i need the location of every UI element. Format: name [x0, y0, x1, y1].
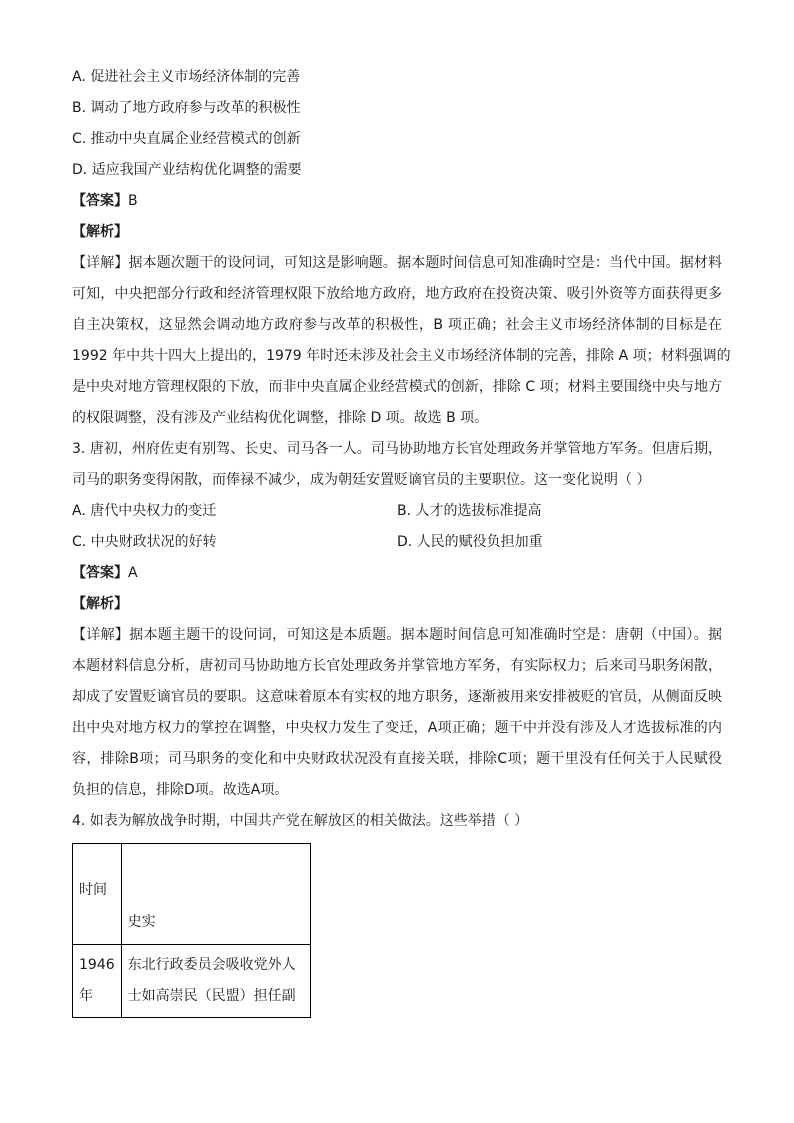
q4-stem: 4. 如表为解放战争时期，中国共产党在解放区的相关做法。这些举措（ ）: [72, 813, 529, 829]
q3-option-c: C. 中央财政状况的好转: [72, 534, 217, 550]
q3-option-a: A. 唐代中央权力的变迁: [72, 503, 217, 519]
history-facts-table: [72, 843, 311, 1018]
q3-analysis-tag: 【解析】: [72, 596, 128, 612]
q3-detail-line: 【详解】据本题主题干的设问词，可知这是本质题。据本题时间信息可知准确时空是：唐朝（中国）。据: [72, 627, 722, 643]
q3-options-row: [72, 527, 722, 558]
table-cell-fact: 东北行政委员会吸收党外人 士如高崇民（民盟）担任副: [121, 945, 310, 1018]
q2-detail: [72, 248, 731, 434]
table-cell-year: 1946 年: [73, 945, 122, 1018]
table-header-row: [73, 844, 311, 945]
q2-options: [72, 62, 722, 186]
q3-answer-tag: 【答案】: [72, 565, 128, 581]
q2-detail-line: 【详解】据本题次题干的设问词，可知这是影响题。据本题时间信息可知准确时空是：当代中国。据材料: [72, 255, 722, 271]
q2-detail-line: 是中央对地方管理权限的下放，而非中央直属企业经营模式的创新，排除 C 项；材料主要围绕中央与地方: [72, 379, 722, 395]
q3-stem-line: 3. 唐初，州府佐吏有别驾、长史、司马各一人。司马协助地方长官处理政务并掌管地方军务。但唐后期，: [72, 441, 722, 457]
q2-option-d: D. 适应我国产业结构优化调整的需要: [72, 162, 302, 178]
q3-answer: [72, 558, 722, 589]
q3-detail-line: 出中央对地方权力的掌控在调整，中央权力发生了变迁，A项正确；题干中并没有涉及人才选拔标准的内: [72, 720, 722, 736]
q3-options-row: [72, 496, 722, 527]
table-row: [73, 945, 311, 1018]
q3-detail-line: 容，排除B项；司马职务的变化和中央财政状况没有直接关联，排除C项；题干里没有任何关于人民赋役: [72, 751, 722, 767]
q2-detail-line: 1992 年中共十四大上提出的，1979 年时还未涉及社会主义市场经济体制的完善，排除 A 项；材料强调的: [72, 348, 731, 364]
q2-detail-line: 的权限调整，没有涉及产业结构优化调整，排除 D 项。故选 B 项。: [72, 410, 489, 426]
q2-option-a: A. 促进社会主义市场经济体制的完善: [72, 69, 301, 85]
q2-option-c: C. 推动中央直属企业经营模式的创新: [72, 131, 301, 147]
q3-stem: [72, 434, 722, 496]
q2-option-b: B. 调动了地方政府参与改革的积极性: [72, 100, 301, 116]
q2-analysis-tag: 【解析】: [72, 224, 128, 240]
q3-stem-line: 司马的职务变得闲散，而俸禄不减少，成为朝廷安置贬谪官员的主要职位。这一变化说明（ ）: [72, 472, 651, 488]
q3-detail: [72, 620, 722, 806]
q3-answer-value: A: [128, 565, 138, 581]
q2-answer: [72, 186, 722, 217]
table-header-time: 时间: [73, 844, 122, 945]
q3-detail-line: 负担的信息，排除D项。故选A项。: [72, 782, 289, 798]
q2-detail-line: 自主决策权，这显然会调动地方政府参与改革的积极性，B 项正确；社会主义市场经济体制的目标是在: [72, 317, 722, 333]
q2-answer-tag: 【答案】: [72, 193, 128, 209]
q3-detail-line: 却成了安置贬谪官员的要职。这意味着原本有实权的地方职务，逐渐被用来安排被贬的官员，从侧面反映: [72, 689, 722, 705]
q3-options: [72, 496, 722, 558]
exam-page: [72, 62, 731, 1018]
q2-answer-value: B: [128, 193, 138, 209]
q3-detail-line: 本题材料信息分析，唐初司马协助地方长官处理政务并掌管地方军务，有实际权力；后来司马职务闲散，: [72, 658, 722, 674]
q3-option-d: D. 人民的赋役负担加重: [397, 534, 543, 550]
q2-detail-line: 可知，中央把部分行政和经济管理权限下放给地方政府，地方政府在投资决策、吸引外资等方面获得更多: [72, 286, 722, 302]
q3-option-b: B. 人才的选拔标准提高: [397, 503, 542, 519]
table-header-fact: 史实: [121, 844, 310, 945]
